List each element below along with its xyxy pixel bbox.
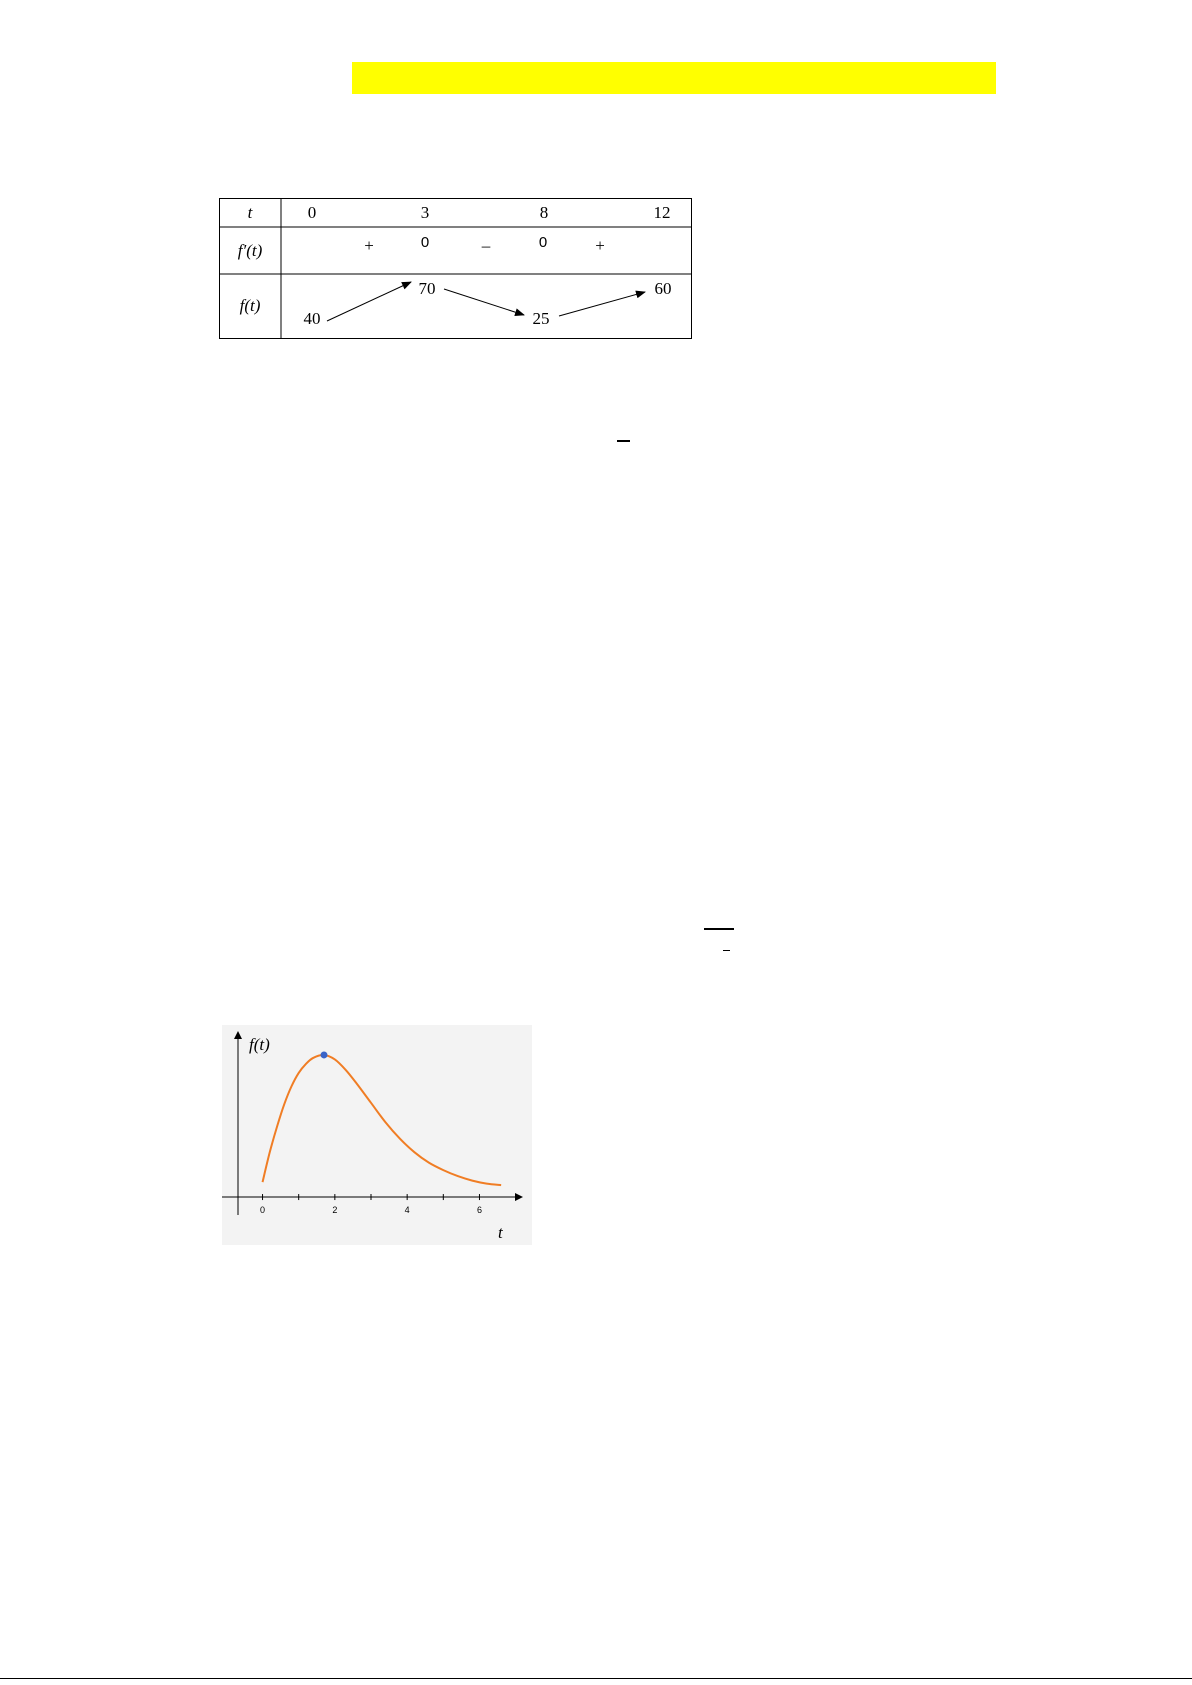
- increase-arrow: [559, 292, 645, 316]
- function-value-max: 70: [418, 279, 436, 298]
- x-tick-label: 0: [260, 1205, 266, 1216]
- increase-arrow: [327, 282, 411, 321]
- x-axis-label: t: [498, 1223, 503, 1242]
- t-value: 8: [539, 203, 549, 222]
- function-plot: [222, 1025, 532, 1245]
- function-value-end: 60: [654, 279, 672, 298]
- decrease-arrow: [444, 289, 524, 315]
- derivative-sign: +: [364, 236, 374, 255]
- derivative-zero: 0: [420, 234, 430, 251]
- footer-rule: [0, 1678, 1192, 1679]
- maximum-point: [321, 1051, 328, 1058]
- row-header-function: f(t): [239, 296, 261, 315]
- stray-mark: [704, 928, 734, 930]
- y-axis-label: f(t): [249, 1035, 270, 1054]
- table-border: [220, 199, 692, 339]
- row-header-derivative: f′(t): [237, 241, 263, 260]
- row-header-t: t: [247, 203, 253, 222]
- variation-table: [219, 198, 692, 339]
- stray-mark: [723, 950, 730, 951]
- function-value-start: 40: [303, 309, 321, 328]
- x-tick-label: 4: [404, 1205, 410, 1216]
- function-curve: [263, 1055, 502, 1185]
- t-value: 12: [653, 203, 671, 222]
- stray-mark: [617, 440, 630, 442]
- t-value: 3: [420, 203, 430, 222]
- function-value-min: 25: [532, 309, 550, 328]
- highlight-bar: [352, 62, 996, 94]
- derivative-sign: +: [595, 236, 605, 255]
- t-value: 0: [307, 203, 317, 222]
- derivative-sign: –: [481, 236, 491, 255]
- x-tick-label: 2: [332, 1205, 338, 1216]
- x-tick-label: 6: [476, 1205, 482, 1216]
- derivative-zero: 0: [538, 234, 548, 251]
